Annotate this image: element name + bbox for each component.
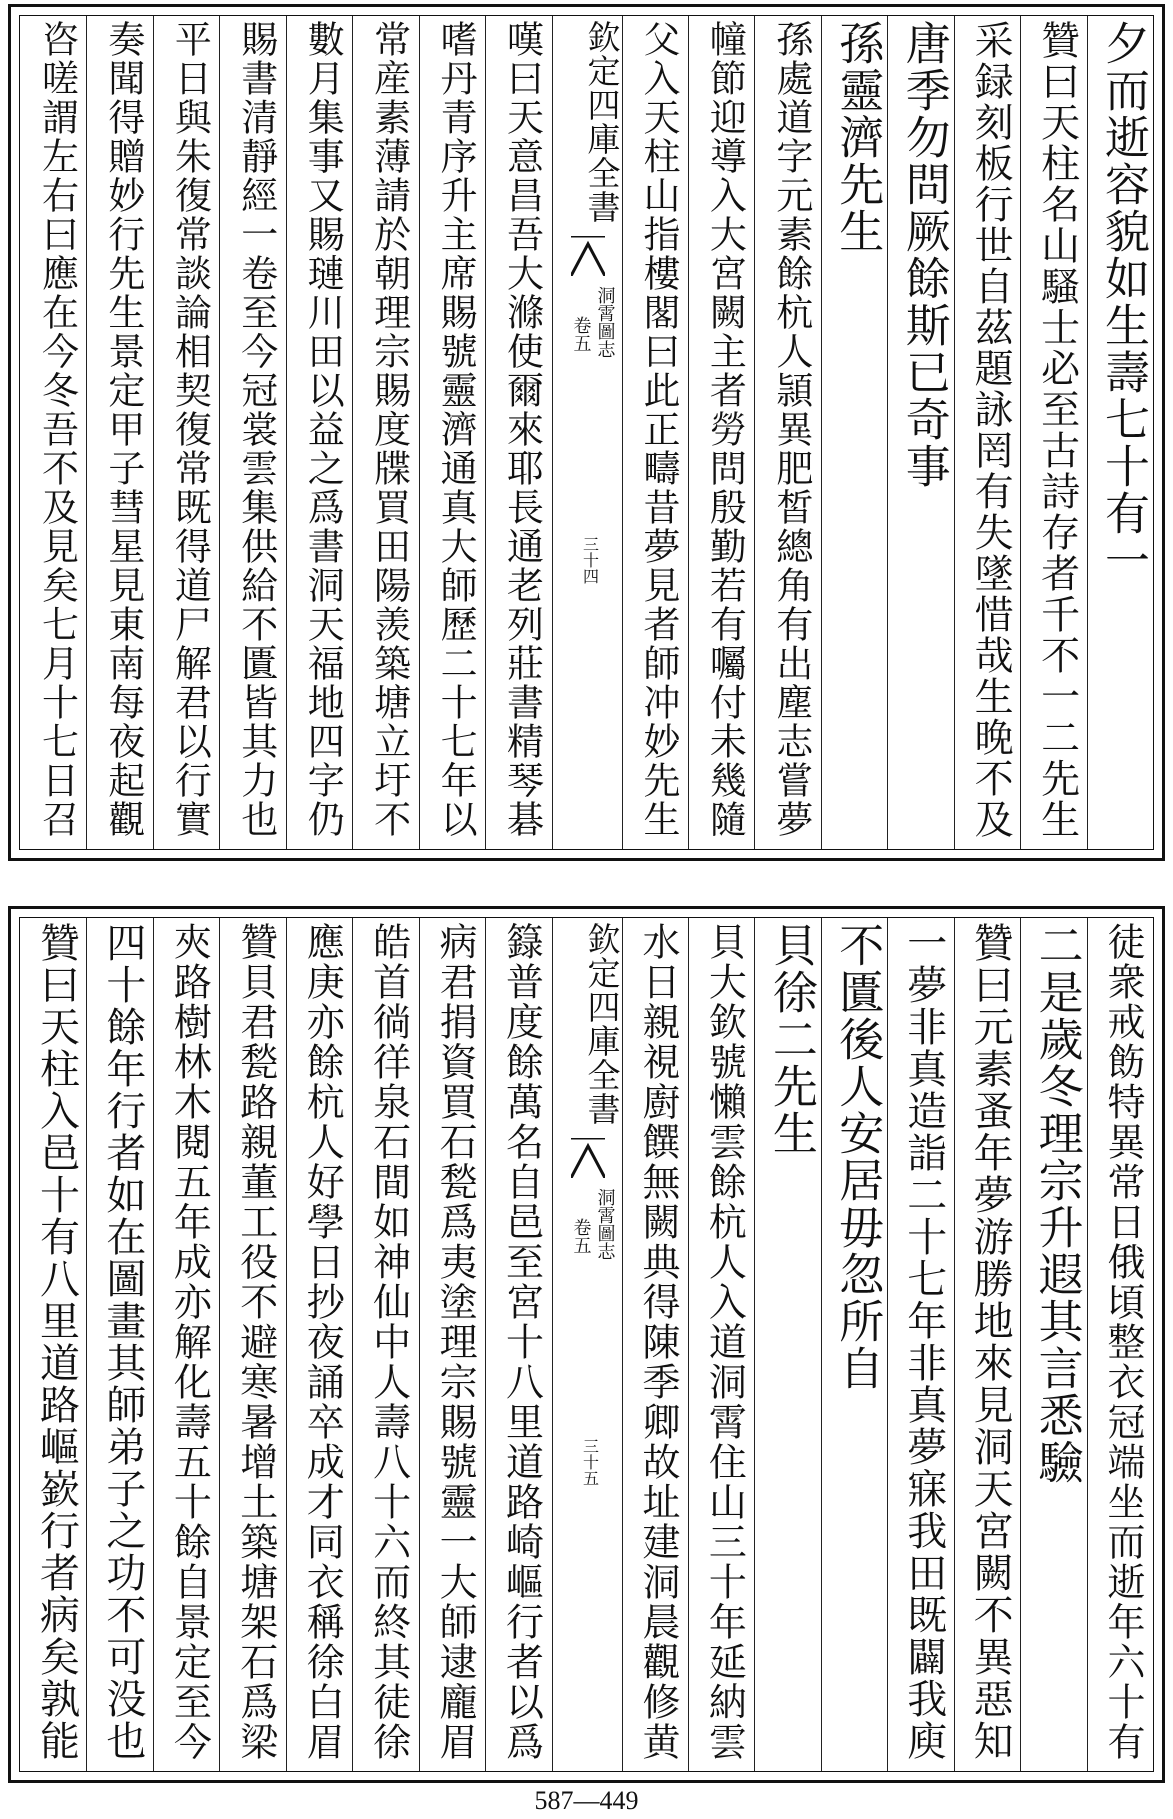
column-text: 夾路樹林木閱五年成亦解化壽五十餘自景定至今 xyxy=(167,922,212,1762)
text-column xyxy=(754,16,820,849)
text-column xyxy=(1087,16,1153,849)
lower-page-columns xyxy=(20,918,1153,1771)
text-column xyxy=(1020,16,1086,849)
collection-title: 欽定四庫全書 xyxy=(582,922,622,1126)
column-text: 二是歲冬理宗升遐其言悉驗 xyxy=(1030,922,1084,1486)
lower-page xyxy=(8,906,1165,1783)
text-column xyxy=(1087,918,1153,1771)
text-column xyxy=(485,918,551,1771)
fishtail-mark-icon xyxy=(571,236,605,276)
book-title: 洞霄圖志 xyxy=(594,1188,616,1260)
column-text: 病君捐資買石甃爲夷塗理宗賜號靈一大師逮龐眉 xyxy=(433,922,478,1762)
text-column xyxy=(954,918,1020,1771)
upper-page xyxy=(8,4,1165,861)
text-column xyxy=(86,918,152,1771)
column-text: 贊曰元素蚤年夢游勝地來見洞天宮闕不異惡知 xyxy=(967,922,1014,1762)
text-column xyxy=(688,918,754,1771)
column-text: 贊曰天柱入邑十有八里道路嶇嶔行者病矣孰能 xyxy=(33,922,80,1762)
lower-page-frame xyxy=(19,917,1154,1772)
center-fold-column xyxy=(552,16,622,849)
column-text: 四十餘年行者如在圖畫其師弟子之功不可没也 xyxy=(99,922,146,1762)
text-column xyxy=(352,16,418,849)
text-column xyxy=(622,918,688,1771)
text-column xyxy=(352,918,418,1771)
column-text: 貝大欽號懶雲餘杭人入道洞霄住山三十年延納雲 xyxy=(702,922,747,1762)
column-text: 貝徐二先生 xyxy=(764,922,818,1157)
text-column xyxy=(887,918,953,1771)
text-column xyxy=(219,918,285,1771)
column-text: 常産素薄請於朝理宗賜度牒買田陽羡築塘立圩不 xyxy=(367,20,411,839)
page-footer-number: 587—449 xyxy=(534,1786,639,1815)
text-column xyxy=(86,16,152,849)
text-column xyxy=(485,16,551,849)
leaf-number: 三十四 xyxy=(580,536,600,584)
column-text: 皓首徜徉泉石間如神仙中人壽八十六而終其徒徐 xyxy=(366,922,411,1762)
upper-page-frame xyxy=(19,15,1154,850)
text-column xyxy=(286,16,352,849)
column-text: 應庚亦餘杭人好學日抄夜誦卒成才同衣稱徐白眉 xyxy=(300,922,345,1762)
volume-label: 卷五 xyxy=(570,316,592,352)
text-column xyxy=(20,918,86,1771)
text-column xyxy=(153,918,219,1771)
column-text: 不匱後人安居毋忽所自 xyxy=(831,922,885,1392)
column-text: 數月集事又賜璉川田以益之爲書洞天福地四字仍 xyxy=(301,20,345,839)
column-text: 贊貝君甃路親董工役不避寒暑增土築塘架石爲梁 xyxy=(233,922,278,1762)
column-text: 一夢非真造詣二十七年非真夢寐我田既闢我庾 xyxy=(900,922,947,1762)
column-text: 孫靈濟先生 xyxy=(831,20,885,255)
text-column xyxy=(754,918,820,1771)
column-text: 贊曰天柱名山騷士必至古詩存者千不一二先生 xyxy=(1034,20,1080,840)
book-title: 洞霄圖志 xyxy=(594,286,616,358)
column-text: 奏聞得贈妙行先生景定甲子彗星見東南每夜起觀 xyxy=(101,20,145,839)
collection-title: 欽定四庫全書 xyxy=(582,20,622,224)
text-column xyxy=(419,918,485,1771)
text-column xyxy=(821,918,887,1771)
column-text: 賜書清靜經一卷至今冠裳雲集供給不匱皆其力也 xyxy=(234,20,278,839)
text-column xyxy=(688,16,754,849)
text-column xyxy=(887,16,953,849)
upper-page-columns xyxy=(20,16,1153,849)
column-text: 父入天柱山指樓閣曰此正疇昔夢見者師冲妙先生 xyxy=(636,20,680,839)
text-column xyxy=(821,16,887,849)
column-text: 水日親視廚饌無闕典得陳季卿故址建洞晨觀修黄 xyxy=(635,922,680,1762)
text-column xyxy=(622,16,688,849)
text-column xyxy=(954,16,1020,849)
text-column xyxy=(286,918,352,1771)
column-text: 咨嗟謂左右曰應在今冬吾不及見矣七月十七日召 xyxy=(35,20,79,839)
column-text: 夕而逝容貌如生壽七十有一 xyxy=(1097,20,1150,584)
text-column xyxy=(1020,918,1086,1771)
leaf-number: 三十五 xyxy=(580,1438,600,1486)
column-text: 唐季勿問厥餘斯已奇事 xyxy=(897,20,951,490)
text-column xyxy=(153,16,219,849)
text-column xyxy=(219,16,285,849)
fishtail-mark-icon xyxy=(571,1138,605,1178)
column-text: 平日與朱復常談論相契復常既得道尸解君以行實 xyxy=(168,20,212,839)
column-text: 孫處道字元素餘杭人頴異肥皙總角有出塵志嘗夢 xyxy=(769,20,813,839)
text-column xyxy=(419,16,485,849)
column-text: 采録刻板行世自茲題詠罔有失墜惜哉生晚不及 xyxy=(968,20,1014,840)
column-text: 嘆曰天意昌吾大滌使爾來耶長通老列莊書精琴碁 xyxy=(500,20,544,839)
column-text: 徒衆戒飭特異常日俄頃整衣冠端坐而逝年六十有 xyxy=(1101,922,1145,1762)
column-text: 幢節迎導入大宮闕主者勞問殷勤若有囑付未幾隨 xyxy=(703,20,747,839)
column-text: 籙普度餘萬名自邑至宮十八里道路崎嶇行者以爲 xyxy=(499,922,544,1762)
text-column xyxy=(20,16,86,849)
column-text: 嗜丹青序升主席賜號靈濟通真大師歷二十七年以 xyxy=(434,20,478,839)
volume-label: 卷五 xyxy=(570,1218,592,1254)
center-fold-column xyxy=(552,918,622,1771)
